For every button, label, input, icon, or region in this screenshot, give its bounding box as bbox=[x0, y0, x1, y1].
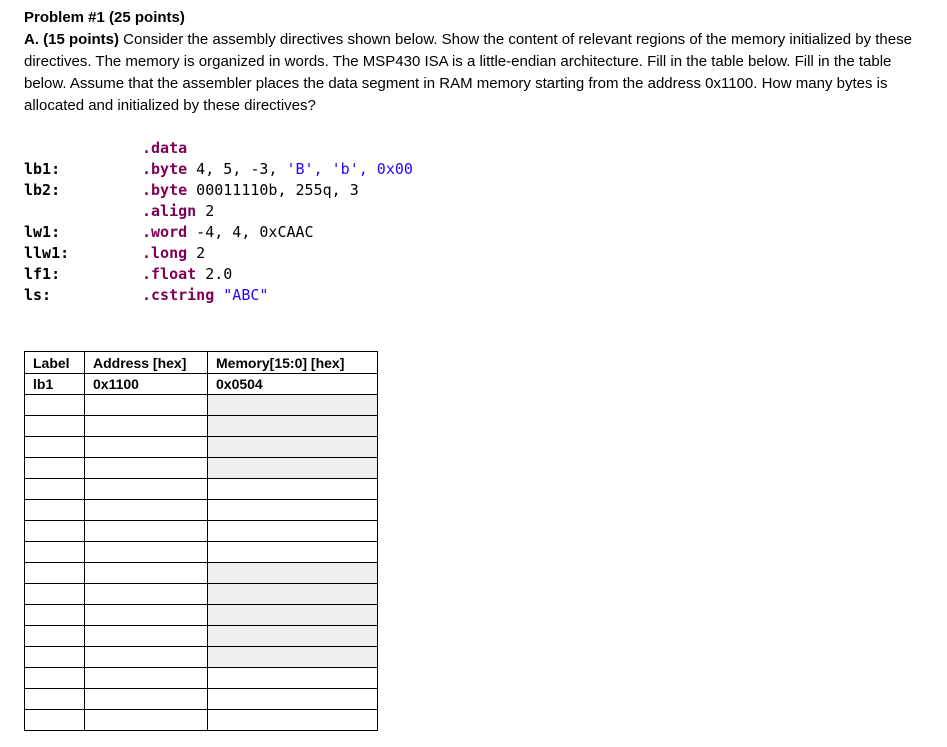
code-statement bbox=[142, 222, 314, 243]
header-memory: Memory[15:0] [hex] bbox=[208, 352, 378, 374]
problem-text: Consider the assembly directives shown below. Show the content of relevant regions of the memory initialized by these directives. The memory is organized in words. The MSP430 ISA is a little-endian architecture. Fill in the table below. Fill in the table below. Assume that the assembler places the data segment in RAM memory starting from the address 0x1100. How many bytes is allocated and initialized by these directives? bbox=[24, 31, 912, 114]
part-label: A. (15 points) bbox=[24, 31, 120, 48]
cell-label[interactable] bbox=[25, 542, 85, 563]
table-row bbox=[25, 605, 378, 626]
table-row bbox=[25, 395, 378, 416]
cell-memory[interactable] bbox=[208, 563, 378, 584]
cell-address[interactable] bbox=[85, 689, 208, 710]
cell-label[interactable] bbox=[25, 458, 85, 479]
code-directive: .align bbox=[142, 202, 197, 220]
cell-memory[interactable] bbox=[208, 710, 378, 731]
table-row bbox=[25, 416, 378, 437]
table-row bbox=[25, 584, 378, 605]
cell-address[interactable] bbox=[85, 500, 208, 521]
cell-address[interactable] bbox=[85, 458, 208, 479]
table-row bbox=[25, 500, 378, 521]
table-row bbox=[25, 626, 378, 647]
cell-address[interactable] bbox=[85, 563, 208, 584]
cell-label[interactable] bbox=[25, 437, 85, 458]
problem-statement bbox=[24, 7, 929, 117]
code-label: lb1: bbox=[24, 160, 61, 178]
table-header-row bbox=[25, 352, 378, 374]
cell-label[interactable] bbox=[25, 647, 85, 668]
cell-address[interactable] bbox=[85, 605, 208, 626]
cell-memory[interactable] bbox=[208, 458, 378, 479]
code-directive: .byte bbox=[142, 181, 188, 199]
code-args: 2 bbox=[187, 244, 206, 262]
cell-label: lb1 bbox=[25, 374, 85, 395]
code-statement bbox=[142, 285, 268, 306]
cell-memory[interactable] bbox=[208, 500, 378, 521]
cell-address: 0x1100 bbox=[85, 374, 208, 395]
code-label: lw1: bbox=[24, 223, 61, 241]
cell-label[interactable] bbox=[25, 689, 85, 710]
code-directive: .data bbox=[142, 139, 188, 157]
code-label: ls: bbox=[24, 286, 52, 304]
cell-address[interactable] bbox=[85, 626, 208, 647]
cell-memory[interactable] bbox=[208, 479, 378, 500]
cell-memory[interactable] bbox=[208, 605, 378, 626]
table-row bbox=[25, 437, 378, 458]
code-directive: .float bbox=[142, 265, 197, 283]
code-directive: .word bbox=[142, 223, 188, 241]
cell-address[interactable] bbox=[85, 521, 208, 542]
cell-memory[interactable] bbox=[208, 689, 378, 710]
problem-paragraph bbox=[24, 29, 929, 117]
table-row bbox=[25, 542, 378, 563]
table-row bbox=[25, 668, 378, 689]
cell-memory[interactable] bbox=[208, 668, 378, 689]
code-label: lb2: bbox=[24, 181, 61, 199]
cell-address[interactable] bbox=[85, 647, 208, 668]
code-statement bbox=[142, 138, 187, 159]
cell-label[interactable] bbox=[25, 395, 85, 416]
code-directive: .cstring bbox=[142, 286, 215, 304]
header-address: Address [hex] bbox=[85, 352, 208, 374]
cell-label[interactable] bbox=[25, 500, 85, 521]
table-row bbox=[25, 479, 378, 500]
code-statement bbox=[142, 201, 214, 222]
code-args: 00011110b, 255q, 3 bbox=[187, 181, 359, 199]
table-row bbox=[25, 563, 378, 584]
cell-memory[interactable] bbox=[208, 416, 378, 437]
cell-label[interactable] bbox=[25, 563, 85, 584]
cell-address[interactable] bbox=[85, 416, 208, 437]
code-args: 4, 5, -3, bbox=[187, 160, 287, 178]
cell-address[interactable] bbox=[85, 710, 208, 731]
table-row bbox=[25, 458, 378, 479]
code-directive: .long bbox=[142, 244, 188, 262]
table-row bbox=[25, 710, 378, 731]
cell-address[interactable] bbox=[85, 584, 208, 605]
code-label: lf1: bbox=[24, 265, 61, 283]
code-string-literal: 'B', 'b', 0x00 bbox=[286, 160, 413, 178]
code-args bbox=[214, 286, 223, 304]
cell-label[interactable] bbox=[25, 416, 85, 437]
cell-memory[interactable] bbox=[208, 395, 378, 416]
table-row bbox=[25, 374, 378, 395]
code-directive: .byte bbox=[142, 160, 188, 178]
cell-label[interactable] bbox=[25, 521, 85, 542]
code-statement bbox=[142, 159, 413, 180]
code-args: -4, 4, 0xCAAC bbox=[187, 223, 314, 241]
cell-memory[interactable] bbox=[208, 437, 378, 458]
table-row bbox=[25, 647, 378, 668]
cell-label[interactable] bbox=[25, 584, 85, 605]
code-args: 2 bbox=[196, 202, 215, 220]
table-row bbox=[25, 521, 378, 542]
cell-memory[interactable] bbox=[208, 647, 378, 668]
code-args: 2.0 bbox=[196, 265, 233, 283]
cell-memory[interactable] bbox=[208, 542, 378, 563]
problem-title: Problem #1 (25 points) bbox=[24, 9, 185, 26]
cell-address[interactable] bbox=[85, 668, 208, 689]
code-string-literal: "ABC" bbox=[223, 286, 269, 304]
header-label: Label bbox=[25, 352, 85, 374]
cell-memory[interactable] bbox=[208, 584, 378, 605]
cell-label[interactable] bbox=[25, 605, 85, 626]
cell-address[interactable] bbox=[85, 437, 208, 458]
cell-label[interactable] bbox=[25, 668, 85, 689]
code-statement bbox=[142, 243, 205, 264]
memory-table bbox=[24, 351, 378, 731]
cell-address[interactable] bbox=[85, 542, 208, 563]
cell-address[interactable] bbox=[85, 479, 208, 500]
code-statement bbox=[142, 264, 232, 285]
cell-memory[interactable] bbox=[208, 521, 378, 542]
cell-address[interactable] bbox=[85, 395, 208, 416]
table-row bbox=[25, 689, 378, 710]
cell-memory: 0x0504 bbox=[208, 374, 378, 395]
cell-label[interactable] bbox=[25, 626, 85, 647]
cell-label[interactable] bbox=[25, 710, 85, 731]
code-statement bbox=[142, 180, 359, 201]
code-label: llw1: bbox=[24, 244, 70, 262]
cell-memory[interactable] bbox=[208, 626, 378, 647]
cell-label[interactable] bbox=[25, 479, 85, 500]
